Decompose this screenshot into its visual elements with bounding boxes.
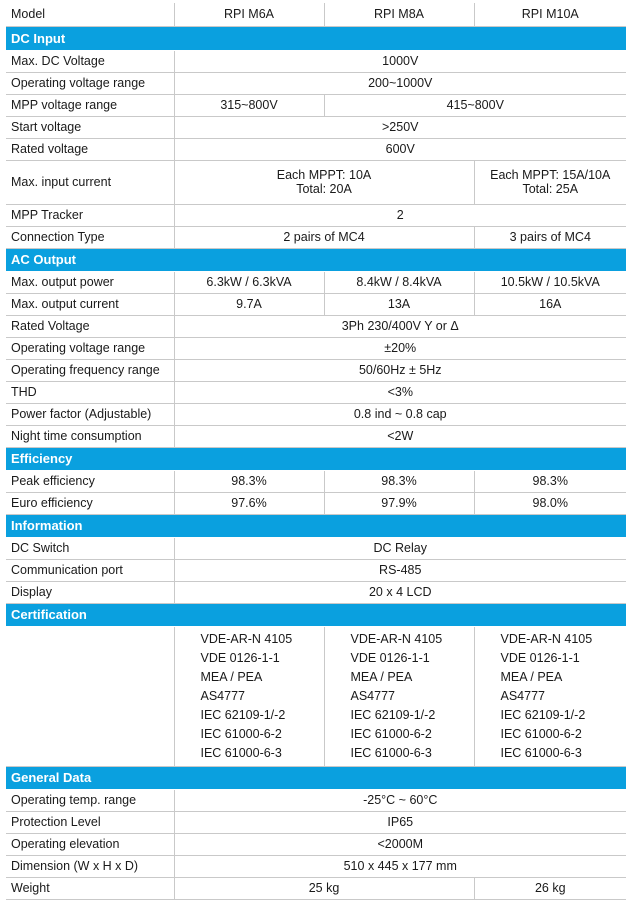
cert-item: AS4777 (350, 688, 395, 703)
cert-item: VDE 0126-1-1 (200, 650, 280, 665)
row-value: <3% (174, 381, 626, 403)
row-value: RS-485 (174, 559, 626, 581)
row-value: 415~800V (324, 94, 626, 116)
cert-item: IEC 61000-6-2 (200, 726, 282, 741)
row-value: <2000M (174, 833, 626, 855)
section-title: AC Output (6, 248, 626, 271)
row-value: 600V (174, 138, 626, 160)
table-row (6, 492, 626, 514)
row-value: 98.3% (324, 470, 474, 492)
cert-item: VDE-AR-N 4105 (200, 631, 293, 646)
row-label: Operating elevation (6, 833, 174, 855)
row-label: Max. input current (6, 160, 174, 204)
section-title: Efficiency (6, 447, 626, 470)
row-value (174, 160, 474, 204)
row-label: Max. output current (6, 293, 174, 315)
table-row (6, 877, 626, 899)
cert-item: MEA / PEA (500, 669, 563, 684)
table-row (6, 359, 626, 381)
cert-list-m8a (324, 626, 474, 766)
table-row (6, 403, 626, 425)
cert-item: IEC 61000-6-2 (500, 726, 582, 741)
row-value: 50/60Hz ± 5Hz (174, 359, 626, 381)
cert-item: IEC 61000-6-3 (350, 745, 432, 760)
row-label: Operating voltage range (6, 72, 174, 94)
table-row (6, 72, 626, 94)
row-value: 8.4kW / 8.4kVA (324, 271, 474, 293)
table-row (6, 50, 626, 72)
cert-item: MEA / PEA (350, 669, 413, 684)
row-value: DC Relay (174, 537, 626, 559)
table-row (6, 381, 626, 403)
table-row (6, 315, 626, 337)
row-value: >250V (174, 116, 626, 138)
row-value: 16A (474, 293, 626, 315)
row-value: 6.3kW / 6.3kVA (174, 271, 324, 293)
row-value: -25°C ~ 60°C (174, 789, 626, 811)
row-label: Operating voltage range (6, 337, 174, 359)
row-label: Display (6, 581, 174, 603)
row-value: 2 pairs of MC4 (174, 226, 474, 248)
table-row (6, 833, 626, 855)
row-label: Rated voltage (6, 138, 174, 160)
cert-item: AS4777 (500, 688, 545, 703)
cert-item: IEC 62109-1/-2 (350, 707, 436, 722)
table-row (6, 271, 626, 293)
row-label: Power factor (Adjustable) (6, 403, 174, 425)
table-row (6, 789, 626, 811)
table-row (6, 470, 626, 492)
row-value: 10.5kW / 10.5kVA (474, 271, 626, 293)
row-value: 0.8 ind ~ 0.8 cap (174, 403, 626, 425)
cert-item: IEC 61000-6-2 (350, 726, 432, 741)
section-title: Information (6, 514, 626, 537)
row-value: 97.6% (174, 492, 324, 514)
table-row (6, 537, 626, 559)
row-label: Max. DC Voltage (6, 50, 174, 72)
model-label: Model (6, 3, 174, 26)
row-label: Night time consumption (6, 425, 174, 447)
section-general-data (6, 766, 626, 789)
row-value: IP65 (174, 811, 626, 833)
row-value: 3Ph 230/400V Y or Δ (174, 315, 626, 337)
value-line: Total: 25A (522, 182, 579, 196)
row-label: DC Switch (6, 537, 174, 559)
table-row (6, 855, 626, 877)
table-row (6, 204, 626, 226)
cert-item: VDE-AR-N 4105 (350, 631, 443, 646)
row-label: Dimension (W x H x D) (6, 855, 174, 877)
section-title: DC Input (6, 26, 626, 50)
row-value: 200~1000V (174, 72, 626, 94)
row-value: 98.3% (174, 470, 324, 492)
spec-table (6, 3, 626, 900)
model-m6a: RPI M6A (174, 3, 324, 26)
row-value: 2 (174, 204, 626, 226)
row-label: Weight (6, 877, 174, 899)
row-label: Operating temp. range (6, 789, 174, 811)
cert-item: IEC 62109-1/-2 (500, 707, 586, 722)
row-value: 20 x 4 LCD (174, 581, 626, 603)
table-row (6, 811, 626, 833)
section-title: Certification (6, 603, 626, 626)
cert-item: VDE-AR-N 4105 (500, 631, 593, 646)
section-certification (6, 603, 626, 626)
row-label: Peak efficiency (6, 470, 174, 492)
table-row (6, 581, 626, 603)
table-row (6, 337, 626, 359)
cert-list-m10a (474, 626, 626, 766)
row-label: Protection Level (6, 811, 174, 833)
cert-list-m6a (174, 626, 324, 766)
row-value: 98.3% (474, 470, 626, 492)
model-m8a: RPI M8A (324, 3, 474, 26)
row-label: Operating frequency range (6, 359, 174, 381)
cert-item: MEA / PEA (200, 669, 263, 684)
table-row (6, 116, 626, 138)
row-value (474, 160, 626, 204)
section-efficiency (6, 447, 626, 470)
row-value: 3 pairs of MC4 (474, 226, 626, 248)
row-value: 98.0% (474, 492, 626, 514)
header-row (6, 3, 626, 26)
table-row (6, 559, 626, 581)
cert-item: IEC 61000-6-3 (500, 745, 582, 760)
section-dc-input (6, 26, 626, 50)
row-value: 26 kg (474, 877, 626, 899)
section-information (6, 514, 626, 537)
cert-item: VDE 0126-1-1 (350, 650, 430, 665)
table-row (6, 94, 626, 116)
row-label: Euro efficiency (6, 492, 174, 514)
table-row (6, 425, 626, 447)
row-label: Connection Type (6, 226, 174, 248)
row-value: 510 x 445 x 177 mm (174, 855, 626, 877)
certification-row (6, 626, 626, 766)
section-ac-output (6, 248, 626, 271)
row-value: 9.7A (174, 293, 324, 315)
cert-item: AS4777 (200, 688, 245, 703)
section-title: General Data (6, 766, 626, 789)
table-row (6, 160, 626, 204)
cert-item: IEC 62109-1/-2 (200, 707, 286, 722)
row-value: 97.9% (324, 492, 474, 514)
table-row (6, 293, 626, 315)
table-row (6, 226, 626, 248)
cert-item: VDE 0126-1-1 (500, 650, 580, 665)
cert-item: IEC 61000-6-3 (200, 745, 282, 760)
row-value: 315~800V (174, 94, 324, 116)
row-label: Max. output power (6, 271, 174, 293)
row-label: MPP voltage range (6, 94, 174, 116)
row-value: 25 kg (174, 877, 474, 899)
row-label: Rated Voltage (6, 315, 174, 337)
value-line: Each MPPT: 15A/10A (490, 168, 611, 182)
row-label: Communication port (6, 559, 174, 581)
value-line: Each MPPT: 10A (276, 168, 372, 182)
row-label: MPP Tracker (6, 204, 174, 226)
model-m10a: RPI M10A (474, 3, 626, 26)
table-row (6, 138, 626, 160)
row-label: THD (6, 381, 174, 403)
row-label: Start voltage (6, 116, 174, 138)
row-label (6, 626, 174, 766)
row-value: ±20% (174, 337, 626, 359)
row-value: 13A (324, 293, 474, 315)
row-value: <2W (174, 425, 626, 447)
row-value: 1000V (174, 50, 626, 72)
value-line: Total: 20A (296, 182, 352, 196)
